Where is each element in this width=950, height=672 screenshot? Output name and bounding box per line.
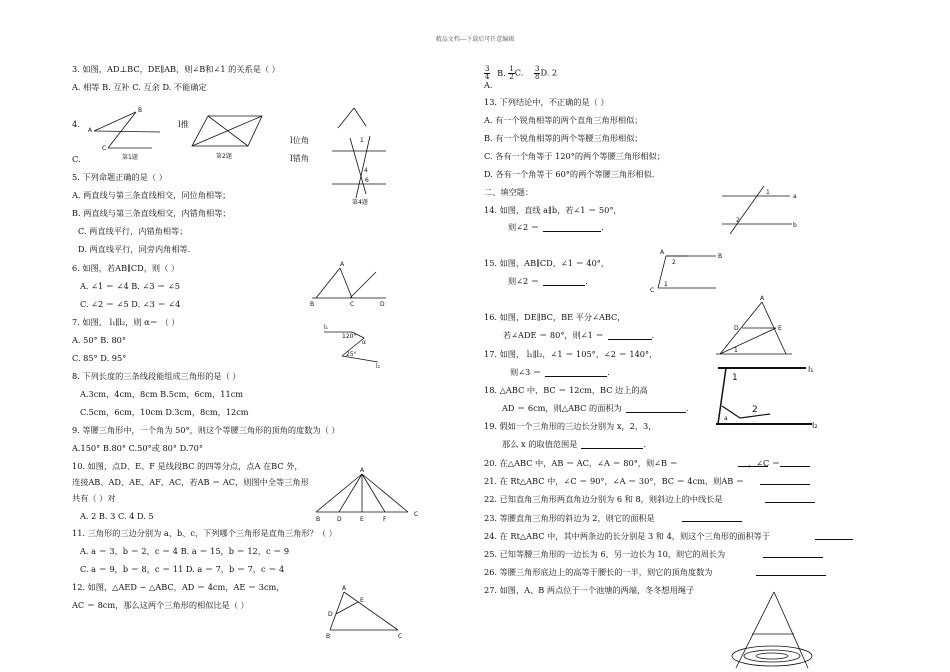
figure-q4-1	[88, 106, 168, 161]
q17-text: 17. 如图， l₁∥l₂，∠1 ＝ 105°，∠2 ＝ 140°，	[484, 349, 658, 359]
q14-text: 14. 如图，直线 a∥b，若∠1 ＝ 50°，	[484, 205, 622, 215]
q4-text: 4.	[72, 119, 80, 129]
fig7-angle-120: 120°	[342, 333, 357, 340]
q25-text: 25. 已知等腰三角形的一边长为 6，另一边长为 10，则它的周长为	[484, 549, 726, 559]
q15b-text: 则∠2 ＝	[508, 276, 540, 286]
q14b-blank[interactable]	[543, 223, 601, 232]
q15b-tail: .	[585, 276, 588, 286]
fig10-label-f: F	[383, 516, 387, 523]
option-d-label: D. 2	[540, 67, 558, 78]
q20-blank-b[interactable]	[738, 458, 768, 467]
option-b-fraction: $\frac{1}{2}$	[509, 65, 514, 81]
q16-text: 16. 如图，DE∥BC，BE 平分∠ABC，	[484, 312, 626, 322]
fig12-label-d: D	[328, 611, 333, 618]
q26-blank[interactable]	[756, 567, 826, 576]
option-a-label: A.	[484, 80, 493, 90]
sec2-text: 二、填空题：	[484, 187, 534, 197]
q8-text: 8. 下列长度的三条线段能组成三角形的是（ ）	[72, 371, 241, 381]
fig6-label-a: A	[340, 261, 345, 268]
q16b-text: 若∠ADE ＝ 80°，则∠1 ＝	[503, 330, 604, 340]
q5b-text: B. 两直线与第三条直线相交，内错角相等；	[72, 208, 231, 218]
q18b-tail: .	[685, 403, 689, 413]
fig15-label-b: B	[718, 253, 723, 260]
q15b-line	[508, 276, 588, 286]
fig14-label-b: b	[793, 222, 797, 229]
q13c-text: C. 各有一个角等于 120°的两个等腰三角形相似；	[484, 151, 665, 161]
fig10-label-d: D	[337, 516, 342, 523]
fig10-label-e: E	[360, 516, 364, 523]
fig6-label-b: B	[310, 301, 315, 308]
q4d-text: l错角	[290, 153, 309, 163]
q14b-line	[508, 222, 604, 232]
figure-q14	[718, 184, 808, 234]
q14b-tail: .	[601, 222, 604, 232]
fig10-label-a: A	[360, 467, 365, 474]
q20-text: 20. 在△ABC 中，AB ＝ AC，∠A ＝ 80°，则∠B ＝	[484, 458, 678, 468]
q21-blank[interactable]	[760, 476, 810, 485]
q9a-text: A.150° B.80° C.50°或 80° D.70°	[72, 443, 203, 453]
figure-q17	[712, 362, 832, 432]
q4b-text: l推	[178, 119, 189, 129]
q7b-text: C. 85° D. 95°	[72, 353, 127, 363]
svg-text:6: 6	[365, 177, 369, 184]
q6-text: 6. 如图，若AB∥CD，则（ ）	[72, 263, 180, 273]
q12-options	[484, 66, 557, 81]
figure-q7	[322, 322, 382, 368]
fig7-label-l1: l₁	[324, 324, 329, 331]
fig17-label-2: 2	[752, 405, 758, 415]
fig-label-b: B	[138, 107, 143, 114]
q18b-blank[interactable]	[626, 404, 686, 413]
option-a-fraction: $\frac{3}{4}$	[485, 65, 490, 81]
q12b-text: AC ＝ 8cm，那么这两个三角形的相似比是（ ）	[72, 600, 249, 610]
q13b-text: B. 有一个锐角相等的两个等腰三角形相似；	[484, 133, 643, 143]
fig10-label-b: B	[316, 516, 321, 523]
q16b-line	[503, 330, 654, 340]
page-header: 精品文档---下载后可任意编辑	[435, 36, 515, 43]
svg-text:1: 1	[360, 137, 364, 144]
fig10-label-c: C	[414, 511, 419, 518]
q11-text: 11. 三角形的三边分别为 a、b、c，下列哪个三角形是直角三角形？（ ）	[72, 528, 337, 538]
fig14-label-2: 2	[736, 217, 740, 224]
option-b-label: B.	[497, 67, 506, 78]
q6a-text: A. ∠1 ＝ ∠4 B. ∠3 ＝ ∠5	[80, 281, 181, 291]
fig-label-a: A	[88, 127, 93, 134]
figure-q10	[312, 468, 422, 524]
q12-text: 12. 如图，△AED ∽ △ABC，AD ＝ 4cm，AE ＝ 3cm，	[72, 582, 285, 592]
q18b-line	[502, 403, 688, 413]
figure-q27	[716, 588, 826, 672]
fig-label-c: C	[102, 145, 107, 152]
fig12-label-a: A	[342, 585, 347, 592]
fig15-label-a: A	[660, 249, 665, 256]
q17b-line	[510, 367, 610, 377]
fig-caption-1: 第1题	[122, 154, 138, 161]
q13d-text: D. 各有一个角等于 60°的两个等腰三角形相似.	[484, 169, 655, 179]
q3-text: 3. 如图，AD⊥BC，DE∥AB，则∠B和∠1 的关系是（ ）	[72, 64, 280, 74]
q11b-text: C. a ＝ 9，b ＝ 8，c ＝ 11 D. a ＝ 7，b ＝ 7，c ＝ 4	[80, 564, 285, 574]
q24-blank[interactable]	[815, 531, 853, 540]
q25-blank[interactable]	[763, 549, 823, 558]
option-c-label: C.	[514, 67, 524, 78]
q15-text: 15. 如图，AB∥CD，∠1 ＝ 40°，	[484, 258, 610, 268]
q8a-text: A.3cm，4cm，8cm B.5cm，6cm，11cm	[80, 389, 244, 399]
q17b-text: 则∠3 ＝	[510, 367, 542, 377]
q10c-text: 共有（ ）对	[72, 493, 116, 503]
figure-q4-4	[318, 106, 398, 206]
q10a-text: A. 2 B. 3 C. 4 D. 5	[80, 511, 154, 521]
q19b-tail: .	[643, 439, 646, 449]
q13-text: 13. 下列结论中，不正确的是（ ）	[484, 97, 609, 107]
q16b-blank[interactable]	[608, 331, 652, 340]
q20-blank-c[interactable]	[780, 458, 810, 467]
fig6-label-d: D	[380, 301, 385, 308]
q23-text: 23. 等腰直角三角形的斜边为 2，则它的面积是	[484, 513, 655, 523]
q22-blank[interactable]	[765, 494, 815, 503]
fig16-label-1: 1	[734, 347, 738, 354]
q11a-text: A. a ＝ 3，b ＝ 2，c ＝ 4 B. a ＝ 15，b ＝ 12，c ＝ 9	[80, 546, 290, 556]
fig12-label-c: C	[398, 633, 403, 640]
fig-caption-2: 第2题	[216, 153, 232, 160]
fig7-label-l2: l₂	[376, 363, 381, 370]
q5a-text: A. 两直线与第三条直线相交，同位角相等；	[72, 190, 231, 200]
q15b-blank[interactable]	[543, 277, 585, 286]
q5d-text: D. 两直线平行，同旁内角相等.	[78, 244, 191, 254]
fig15-label-2: 2	[672, 259, 676, 266]
q4a-text: C.	[72, 154, 81, 164]
fig17-label-l2: l₂	[812, 421, 818, 430]
fig17-label-1: 1	[732, 373, 738, 383]
figure-q16	[712, 296, 802, 360]
q17b-blank[interactable]	[545, 368, 607, 377]
figure-q6	[310, 260, 390, 310]
q7-text: 7. 如图， l₁∥l₂，则 α＝ （ ）	[72, 317, 180, 327]
q13a-text: A. 有一个锐角相等的两个直角三角形相似；	[484, 115, 643, 125]
fig17-label-l1: l₁	[808, 365, 814, 374]
q3a-text: A. 相等 B. 互补 C. 互余 D. 不能确定	[72, 82, 207, 92]
q18-text: 18. △ABC 中，BC ＝ 12cm，BC 边上的高	[484, 385, 648, 395]
fig12-label-b: B	[326, 633, 331, 640]
fig12-label-e: E	[360, 597, 364, 604]
q23-blank[interactable]	[682, 513, 742, 522]
figure-q12	[322, 586, 412, 640]
svg-text:4: 4	[364, 167, 368, 174]
fig7-angle-25: 25°	[346, 351, 357, 358]
fig7-alpha: α	[362, 339, 366, 346]
fig14-label-1: 1	[766, 189, 770, 196]
q5-text: 5. 下列命题正确的是（ ）	[72, 172, 167, 182]
q24-text: 24. 在 Rt△ABC 中，其中两条边的长分别是 3 和 4，则这个三角形的面积等于	[484, 531, 771, 541]
q17b-tail: .	[607, 367, 610, 377]
q26-text: 26. 等腰三角形底边上的高等于腰长的一半，则它的顶角度数为	[484, 567, 713, 577]
q19-text: 19. 假如一个三角形的三边长分别为 x，2，3，	[484, 421, 657, 431]
q21-text: 21. 在 Rt△ABC 中，∠C ＝ 90°，∠A ＝ 30°，BC ＝ 4cm，则AB ＝	[484, 476, 745, 486]
fig14-label-a: a	[793, 193, 797, 200]
fig16-label-d: D	[734, 325, 739, 332]
q7a-text: A. 50° B. 80°	[72, 335, 126, 345]
figure-q4-2	[186, 110, 276, 162]
q27-text: 27. 如图，A、B 两点位于一个池塘的两端，冬冬想用绳子	[484, 585, 695, 595]
q20-mid-text: ，∠C ＝	[748, 458, 781, 468]
fig-caption-4: 第4题	[352, 199, 368, 206]
q19b-line	[502, 439, 646, 449]
q19b-blank[interactable]	[581, 440, 643, 449]
q6b-text: C. ∠2 ＝ ∠5 D. ∠3 ＝ ∠4	[80, 299, 181, 309]
q22-text: 22. 已知直角三角形两直角边分别为 6 和 8，则斜边上的中线长是	[484, 494, 723, 504]
q18b-text: AD ＝ 6cm，则△ABC 的面积为	[502, 403, 622, 413]
fig15-label-c: C	[650, 287, 655, 294]
q10b-text: 连接AB、AD、AE、AF、AC，若AB ＝ AC，则图中全等三角形	[72, 477, 309, 487]
q5c-text: C. 两直线平行，内错角相等；	[78, 226, 188, 236]
q19b-text: 那么 x 的取值范围是	[502, 439, 578, 449]
q10-text: 10. 如图，点D、E、F 是线段BC 的四等分点，点A 在BC 外，	[72, 461, 303, 471]
option-c-fraction: $\frac{3}{8}$	[534, 65, 540, 81]
fig6-label-c: C	[350, 301, 355, 308]
q14b-text: 则∠2 ＝	[508, 222, 540, 232]
fig16-label-a: A	[760, 295, 765, 302]
fig17-label-a: a	[724, 415, 728, 422]
q8b-text: C.5cm，6cm，10cm D.3cm，8cm，12cm	[80, 407, 249, 417]
fig16-label-e: E	[778, 325, 782, 332]
q16b-tail: .	[651, 330, 655, 340]
q4c-text: l位角	[290, 135, 309, 145]
figure-q15	[646, 246, 726, 298]
fig15-label-1: 1	[664, 281, 668, 288]
q9-text: 9. 等腰三角形中，一个角为 50°，则这个等腰三角形的顶角的度数为（ ）	[72, 425, 340, 435]
